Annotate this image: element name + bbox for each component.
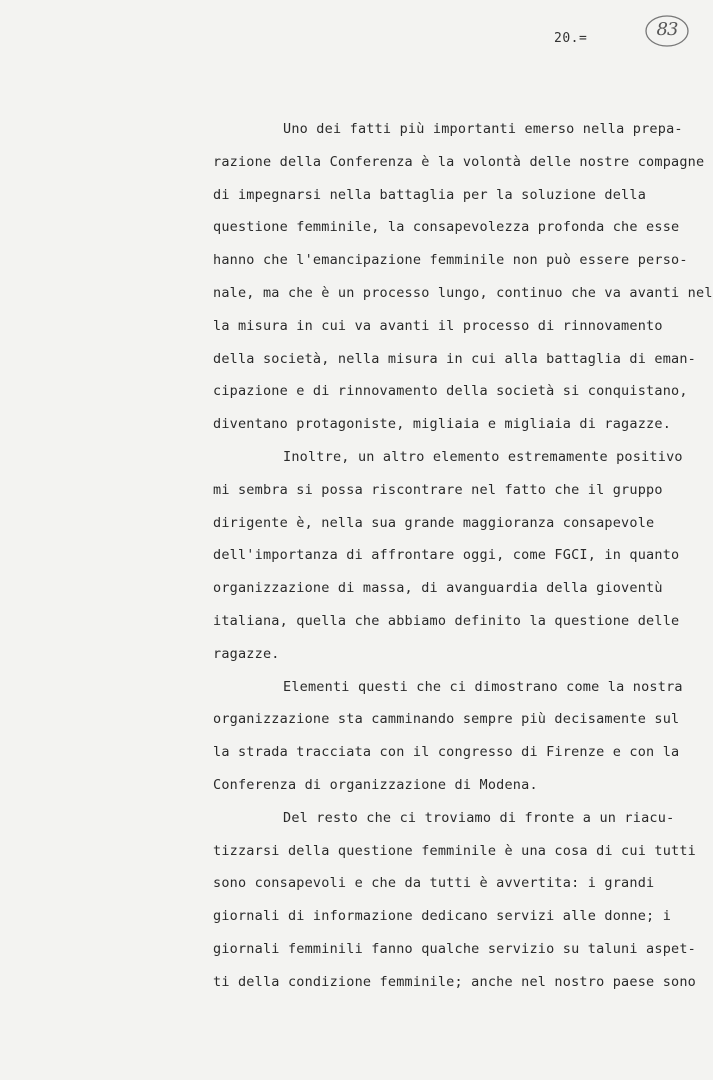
text-line: giornali di informazione dedicano servizi alle donne; i: [213, 908, 672, 925]
text-line: questione femminile, la consapevolezza profonda che esse: [213, 219, 680, 236]
stamp-number: 83: [656, 19, 678, 40]
text-line: organizzazione sta camminando sempre più decisamente sul: [213, 711, 680, 728]
text-line: cipazione e di rinnovamento della società si conquistano,: [213, 383, 688, 400]
text-line: Inoltre, un altro elemento estremamente positivo: [283, 448, 683, 465]
text-line: la misura in cui va avanti il processo di rinnovamento: [213, 317, 663, 334]
text-line: diventano protagoniste, migliaia e migliaia di ragazze.: [213, 416, 672, 433]
text-line: dirigente è, nella sua grande maggioranza consapevole: [213, 514, 655, 531]
text-line: mi sembra si possa riscontrare nel fatto che il gruppo: [213, 481, 663, 498]
text-line: Uno dei fatti più importanti emerso nella prepa-: [283, 121, 683, 137]
text-line: Del resto che ci troviamo di fronte a un riacu-: [283, 809, 675, 826]
text-line: ragazze.: [213, 645, 280, 662]
text-line: razione della Conferenza è la volontà delle nostre compagne: [213, 153, 705, 170]
text-line: della società, nella misura in cui alla battaglia di eman-: [213, 350, 697, 367]
typed-text-block: [213, 118, 713, 1004]
text-line: hanno che l'emancipazione femminile non può essere perso-: [213, 252, 688, 269]
text-line: tizzarsi della questione femminile è una cosa di cui tutti: [213, 842, 697, 859]
text-line: organizzazione di massa, di avanguardia della gioventù: [213, 580, 663, 597]
text-line: ti della condizione femminile; anche nel nostro paese sono: [213, 973, 697, 990]
text-line: dell'importanza di affrontare oggi, come FGCI, in quanto: [213, 547, 680, 564]
text-line: di impegnarsi nella battaglia per la soluzione della: [213, 186, 647, 203]
text-line: Conferenza di organizzazione di Modena.: [213, 776, 538, 793]
text-line: giornali femminili fanno qualche servizio su taluni aspet-: [213, 940, 697, 957]
page-stamp: [643, 12, 691, 50]
text-line: Elementi questi che ci dimostrano come la nostra: [283, 678, 683, 695]
page-number: 20.=: [554, 31, 588, 46]
text-line: italiana, quella che abbiamo definito la questione delle: [213, 612, 680, 629]
text-line: la strada tracciata con il congresso di Firenze e con la: [213, 744, 680, 761]
text-line: sono consapevoli e che da tutti è avvertita: i grandi: [213, 875, 655, 892]
text-line: nale, ma che è un processo lungo, continuo che va avanti nel: [213, 284, 713, 301]
